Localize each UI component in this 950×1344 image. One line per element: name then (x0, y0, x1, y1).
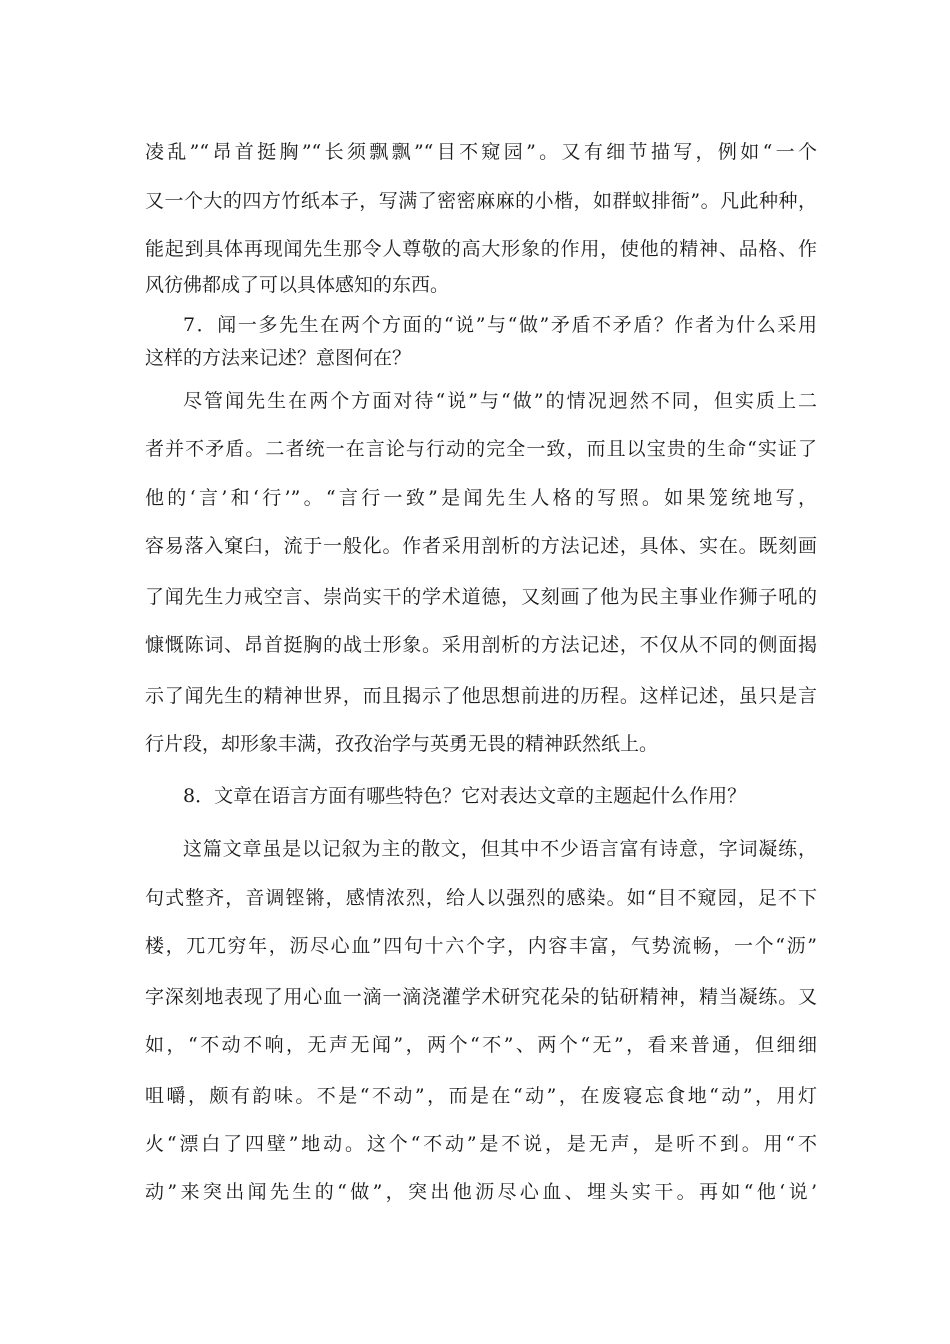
text-line: 尽管闻先生在两个方面对待“说”与“做”的情况迥然不同，但实质上二 (183, 390, 817, 412)
text-line: 风彷佛都成了可以具体感知的东西。 (145, 274, 450, 296)
text-line: 句式整齐，音调铿锵，感情浓烈，给人以强烈的感染。如“目不窥园，足不下 (145, 887, 817, 909)
text-line: 他的‘言’和‘行’”。“言行一致”是闻先生人格的写照。如果笼统地写， (145, 487, 817, 509)
text-line: 容易落入窠臼，流于一般化。作者采用剖析的方法记述，具体、实在。既刻画 (145, 535, 817, 557)
text-line: 者并不矛盾。二者统一在言论与行动的完全一致，而且以宝贵的生命“实证了 (145, 438, 817, 460)
text-line: 又一个大的四方竹纸本子，写满了密密麻麻的小楷，如群蚁排衙”。凡此种种， (145, 190, 817, 212)
text-line: 示了闻先生的精神世界，而且揭示了他思想前进的历程。这样记述，虽只是言 (145, 685, 817, 707)
text-line: 8．文章在语言方面有哪些特色？它对表达文章的主题起什么作用？ (183, 785, 747, 807)
text-line: 动”来突出闻先生的“做”，突出他沥尽心血、埋头实干。再如“他‘说’ (145, 1181, 817, 1203)
text-line: 7．闻一多先生在两个方面的“说”与“做”矛盾不矛盾？作者为什么采用 (183, 314, 817, 336)
text-line: 楼，兀兀穷年，沥尽心血”四句十六个字，内容丰富，气势流畅，一个“沥” (145, 935, 817, 957)
text-line: 咀嚼，颇有韵味。不是“不动”，而是在“动”，在废寝忘食地“动”，用灯 (145, 1085, 817, 1107)
text-line: 火“漂白了四壁”地动。这个“不动”是不说，是无声，是听不到。用“不 (145, 1133, 817, 1155)
text-line: 能起到具体再现闻先生那令人尊敬的高大形象的作用，使他的精神、品格、作 (145, 238, 817, 260)
text-line: 凌乱”“昂首挺胸”“长须飘飘”“目不窥园”。又有细节描写，例如“一个 (145, 141, 817, 163)
text-line: 这样的方法来记述？意图何在？ (145, 347, 412, 369)
text-line: 这篇文章虽是以记叙为主的散文，但其中不少语言富有诗意，字词凝练， (183, 838, 817, 860)
text-line: 慷慨陈词、昂首挺胸的战士形象。采用剖析的方法记述，不仅从不同的侧面揭 (145, 634, 817, 656)
text-line: 行片段，却形象丰满，孜孜治学与英勇无畏的精神跃然纸上。 (145, 733, 659, 755)
text-line: 字深刻地表现了用心血一滴一滴浇灌学术研究花朵的钻研精神，精当凝练。又 (145, 986, 817, 1008)
text-line: 了闻先生力戒空言、崇尚实干的学术道德，又刻画了他为民主事业作狮子吼的 (145, 586, 817, 608)
text-line: 如，“不动不响，无声无闻”，两个“不”、两个“无”，看来普通，但细细 (145, 1034, 817, 1056)
